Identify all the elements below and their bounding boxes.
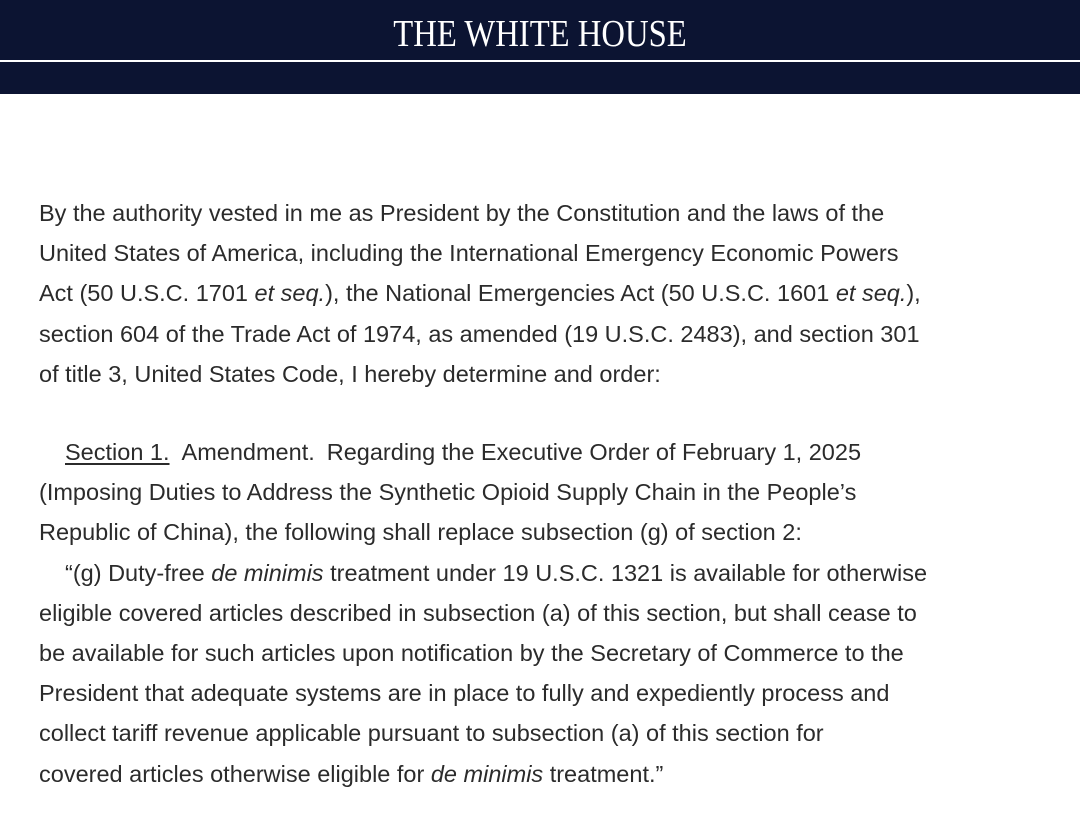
de-minimis-italic: de minimis	[211, 559, 324, 586]
et-seq-italic: et seq.	[254, 280, 326, 307]
subsection-g-line: eligible covered articles described in subsection (a) of this section, but shall cease to	[39, 599, 917, 626]
preamble-text: Act (50 U.S.C. 1701	[39, 280, 255, 307]
subsection-text: treatment under 19 U.S.C. 1321 is available for otherwise	[323, 559, 928, 586]
section-label: Section 1.	[65, 439, 170, 466]
subsection-g-line: be available for such articles upon notification by the Secretary of Commerce to the	[39, 640, 904, 667]
preamble-line	[39, 273, 1039, 313]
preamble-line: United States of America, including the International Emergency Economic Powers	[39, 240, 899, 267]
preamble-text: ), the National Emergencies Act (50 U.S.C. 1601	[325, 280, 836, 307]
subsection-g-line	[39, 754, 1039, 794]
subsection-text: covered articles otherwise eligible for	[39, 760, 431, 787]
subsection-g-line: collect tariff revenue applicable pursuant to subsection (a) of this section for	[39, 720, 824, 747]
section-1-line	[39, 432, 1039, 472]
preamble-line: By the authority vested in me as President by the Constitution and the laws of the	[39, 200, 885, 226]
site-header	[0, 0, 1080, 94]
preamble-text: ),	[906, 280, 921, 307]
subsection-g-line: President that adequate systems are in place to fully and expediently process and	[39, 680, 890, 707]
section-1-paragraph	[39, 432, 1039, 794]
section-text: Regarding the Executive Order of February 1, 2025	[326, 439, 862, 466]
de-minimis-italic: de minimis	[430, 760, 544, 787]
preamble-line: section 604 of the Trade Act of 1974, as amended (19 U.S.C. 2483), and section 301	[39, 320, 920, 347]
subsection-text: treatment.”	[543, 760, 664, 787]
section-1-line: Republic of China), the following shall replace subsection (g) of section 2:	[39, 519, 802, 546]
section-1-line: (Imposing Duties to Address the Synthetic Opioid Supply Chain in the People’s	[39, 479, 857, 506]
site-title[interactable]: THE WHITE HOUSE	[393, 13, 687, 55]
et-seq-italic: et seq.	[835, 280, 907, 307]
header-divider	[0, 60, 1080, 62]
section-heading: Amendment.	[181, 439, 315, 466]
preamble-line: of title 3, United States Code, I hereby determine and order:	[39, 360, 661, 387]
subsection-g-line	[39, 553, 1039, 593]
preamble-paragraph	[39, 193, 1039, 394]
subsection-text: “(g) Duty-free	[65, 559, 212, 586]
document-body	[39, 193, 1039, 794]
